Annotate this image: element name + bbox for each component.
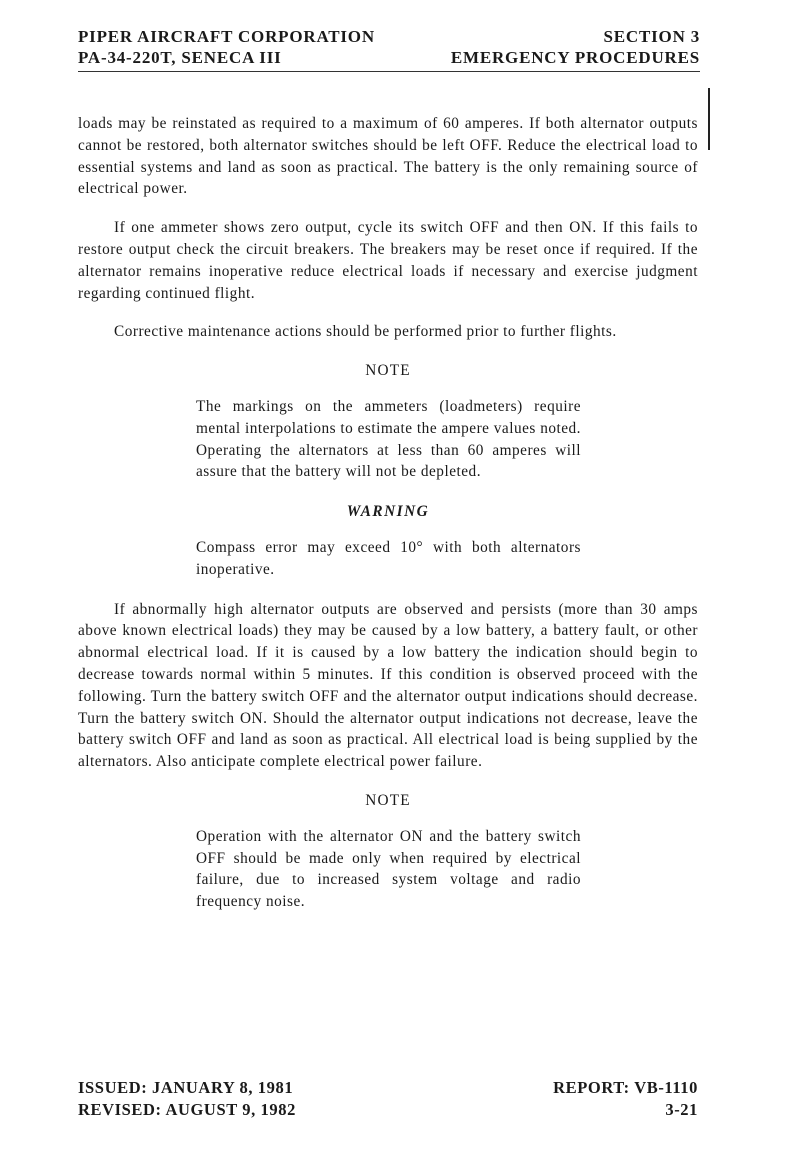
paragraph-high-alternator-output: If abnormally high alternator outputs are observed and persists (more than 30 amps above known electrical loads) they may be caused by a low battery, a battery fault, or other abnormal electrical load. If it is caused by a low battery the indication should begin to decrease towards normal within 5 minutes. If this condition is observed proceed with the following. Turn the battery switch OFF and the alternator output indications should decrease. Turn the battery switch ON. Should the alternator output indications not decrease, leave the battery switch OFF and land as soon as practical. All electrical load is being supplied by the alternators. Also anticipate complete electrical power failure. (78, 600, 698, 771)
issued-date: ISSUED: JANUARY 8, 1981 (78, 1078, 294, 1097)
report-number: REPORT: VB-1110 (553, 1078, 698, 1097)
paragraph-corrective-maintenance: Corrective maintenance actions should be performed prior to further flights. (114, 323, 617, 341)
section-number: SECTION 3 (603, 27, 700, 46)
page-body (78, 113, 698, 931)
page-footer (78, 1077, 698, 1121)
note-battery-switch-off: Operation with the alternator ON and the battery switch OFF should be made only when required by electrical failure, due to increased system voltage and radio frequency noise. (196, 827, 581, 911)
aircraft-model: PA-34-220T, SENECA III (78, 48, 282, 67)
header-divider (78, 71, 700, 72)
paragraph-load-reinstate: loads may be reinstated as required to a maximum of 60 amperes. If both alternator outputs cannot be restored, both alternator switches should be left OFF. Reduce the electrical load to essential systems and land as soon as practical. The battery is the only remaining source of electrical power. (78, 115, 698, 198)
note-title: NOTE (365, 362, 411, 380)
note-ammeter-markings: The markings on the ammeters (loadmeters) require mental interpolations to estimate the ampere values noted. Operating the alternators at less than 60 amperes will assure that the battery will not be depleted. (196, 397, 581, 481)
revised-date: REVISED: AUGUST 9, 1982 (78, 1100, 296, 1119)
paragraph-ammeter-zero: If one ammeter shows zero output, cycle its switch OFF and then ON. If this fails to restore output check the circuit breakers. The breakers may be reset once if required. If the alternator remains inoperative reduce electrical loads if necessary and exercise judgment regarding continued flight. (78, 219, 698, 302)
note-title-2: NOTE (365, 791, 411, 809)
page-header (78, 26, 700, 72)
warning-compass-error: Compass error may exceed 10° with both alternators inoperative. (196, 538, 581, 578)
warning-title: WARNING (346, 503, 430, 521)
page-number: 3-21 (665, 1100, 698, 1119)
company-name: PIPER AIRCRAFT CORPORATION (78, 27, 375, 46)
revision-change-bar (708, 88, 710, 150)
section-title: EMERGENCY PROCEDURES (450, 48, 700, 67)
